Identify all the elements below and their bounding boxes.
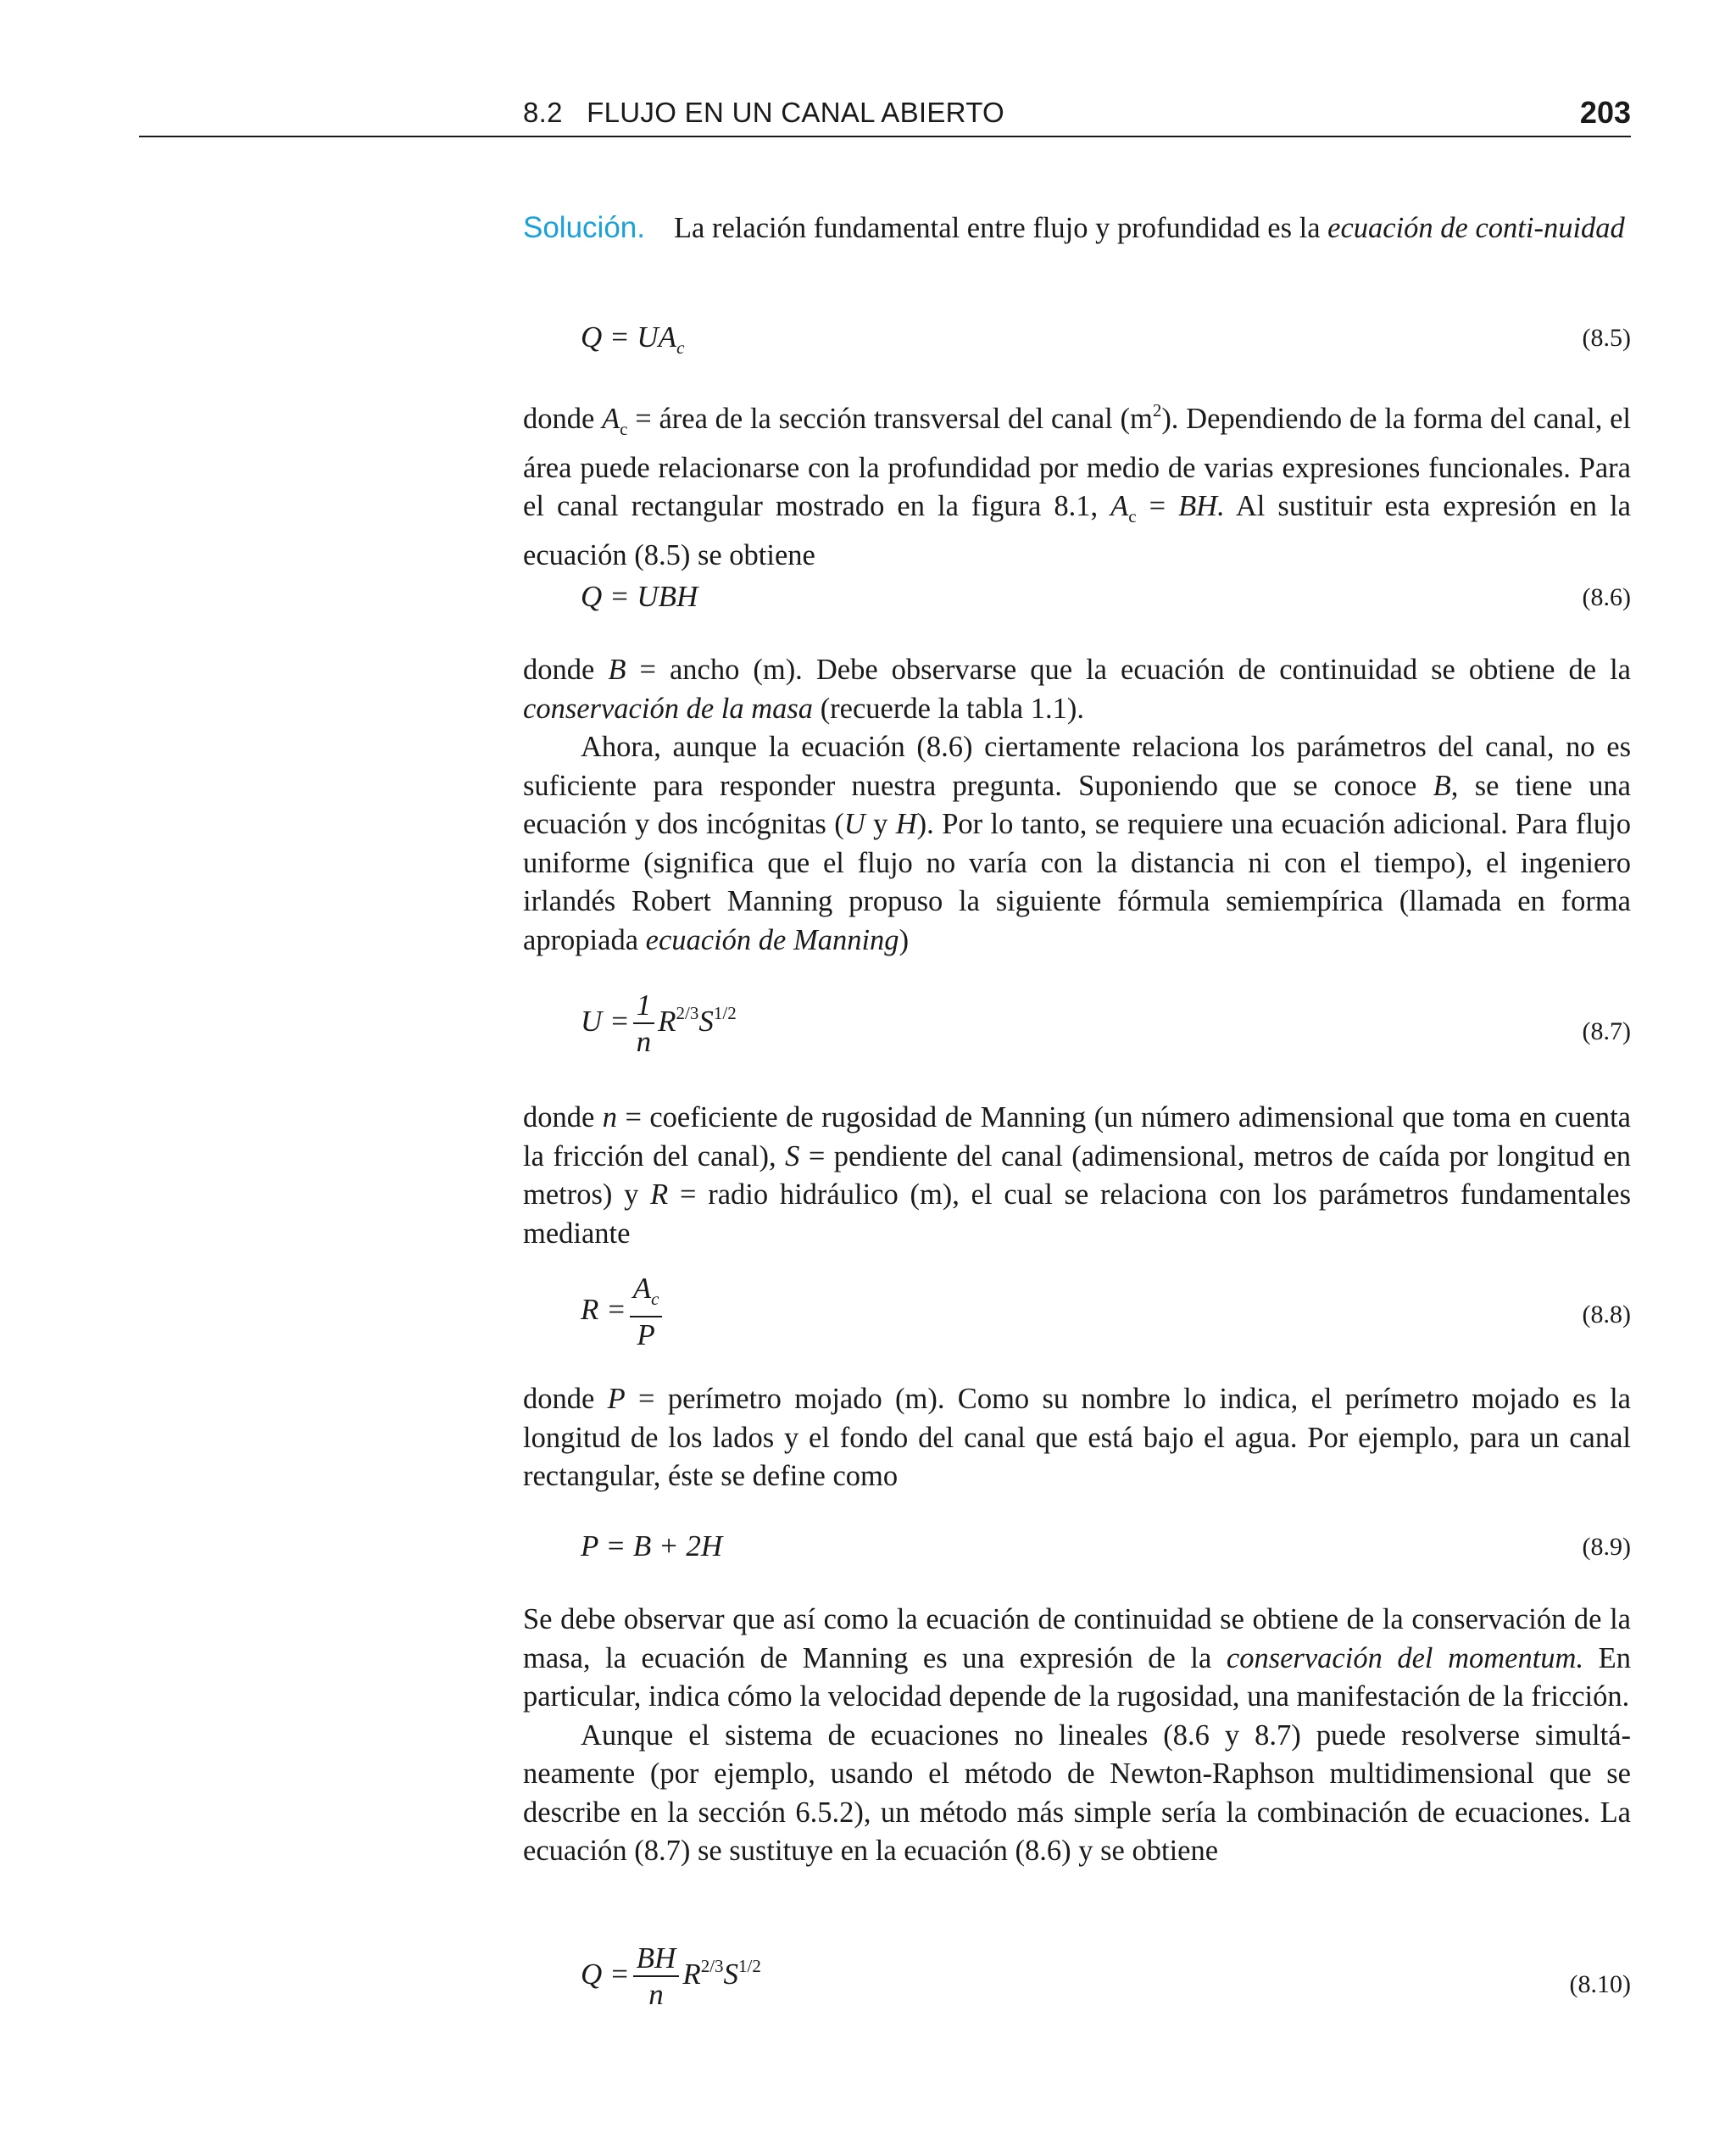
solution-label: Solución.: [523, 211, 645, 244]
paragraph-perimeter: donde P = perímetro mojado (m). Como su nombre lo indica, el perímetro mojado es la longitud de los lados y el fondo del canal que está bajo el agua. Por ejemplo, para un canal rectangular, éste se define como: [523, 1383, 1631, 1492]
fraction: $\frac{1}{n}$: [633, 989, 655, 1060]
equation-8-10: Q = $\frac{BH}{n}$ $R^{2/3}S^{1/2}$ (8.10): [581, 1941, 1631, 2011]
equation-text: Q = UBH: [581, 580, 698, 613]
paragraph-manning-terms: donde n = coeficiente de rugosidad de Manning (un número adimensional que toma en cuenta la fricción del canal), S = pendiente del canal (adimensional, metros de caída por longitud en metros) y R = radio hidráulico (m), el cual se relaciona con los parámetros fundamentales mediante: [523, 1101, 1631, 1250]
equation-8-8: R = $\frac{A_c}{P}$ (8.8): [581, 1272, 1631, 1351]
fraction: $\frac{BH}{n}$: [633, 1941, 680, 2013]
paragraph-momentum: Se debe observar que así como la ecuación de continuidad se obtiene de la conservación de la masa, la ecuación de Manning es una expresión de la conservación del momentum. En particular, indica cómo la velocidad depende de la rugosidad, una manifestación de la fricción. Aunque el sistema de ecuaciones no lineales (8.6 y 8.7) puede resolverse simultá-neamente (por ejemplo, usando el método de Newton-Raphson multidimensional que se describe en la sección 6.5.2), un método más simple sería la combinación de ecuaciones. La ecuación (8.7) se sustituye en la ecuación (8.6) y se obtiene: [523, 1603, 1631, 1867]
text-run: La relación fundamental entre flujo y profundidad es la: [673, 212, 1328, 244]
equation-number: (8.9): [1582, 1533, 1631, 1561]
paragraph-width: donde B = ancho (m). Debe observarse que la ecuación de continuidad se obtiene de la conservación de la masa (recuerde la tabla 1.1). Ahora, aunque la ecuación (8.6) ciertamente relaciona los parámetros del canal, no es suficiente para responder nuestra pregunta. Suponiendo que se conoce B, se tiene una ecuación y dos incógnitas (U y H). Por lo tanto, se requiere una ecuación adicional. Para flujo uniforme (significa que el flujo no varía con la distancia ni con el tiempo), el ingeniero irlandés Robert Manning propuso la siguiente fórmula semiempírica (llamada en forma apropiada ecuación de Manning): [523, 654, 1632, 956]
equation-text: Q = UA: [581, 320, 677, 354]
subscript: c: [676, 337, 685, 358]
paragraph-area: donde $A_c$ = área de la sección transversal del canal $(m^2)$. Dependiendo de la forma del canal, el área puede relacionarse con la profundidad por medio de varias expresiones funcionales. Para el canal rectangular mostrado en la figura 8.1, $A_c$ = BH. Al sustituir esta expresión en la ecuación (8.5) se obtiene: [523, 400, 1631, 571]
equation-number: (8.7): [1582, 1017, 1631, 1045]
equation-number: (8.10): [1569, 1970, 1631, 1998]
emphasis: ecuación de conti-nuidad: [1327, 212, 1625, 244]
equation-text: P = B + 2H: [581, 1529, 723, 1562]
equation-8-6: [581, 580, 1631, 614]
fraction: $\frac{A_c}{P}$: [630, 1272, 663, 1353]
paragraph-solution: [523, 209, 1631, 248]
equation-number: (8.6): [1582, 583, 1631, 611]
page-number: 203: [1579, 95, 1631, 130]
equation-8-7: U = $\frac{1}{n}$ $R^{2/3}S^{1/2}$ (8.7): [581, 989, 1631, 1058]
running-header-section: 8.2 FLUJO EN UN CANAL ABIERTO: [523, 97, 1005, 128]
equation-number: (8.5): [1582, 324, 1631, 352]
header-rule: [139, 136, 1631, 137]
equation-number: (8.8): [1582, 1301, 1631, 1328]
equation-8-5: [581, 320, 1631, 359]
equation-8-9: [581, 1529, 1631, 1563]
